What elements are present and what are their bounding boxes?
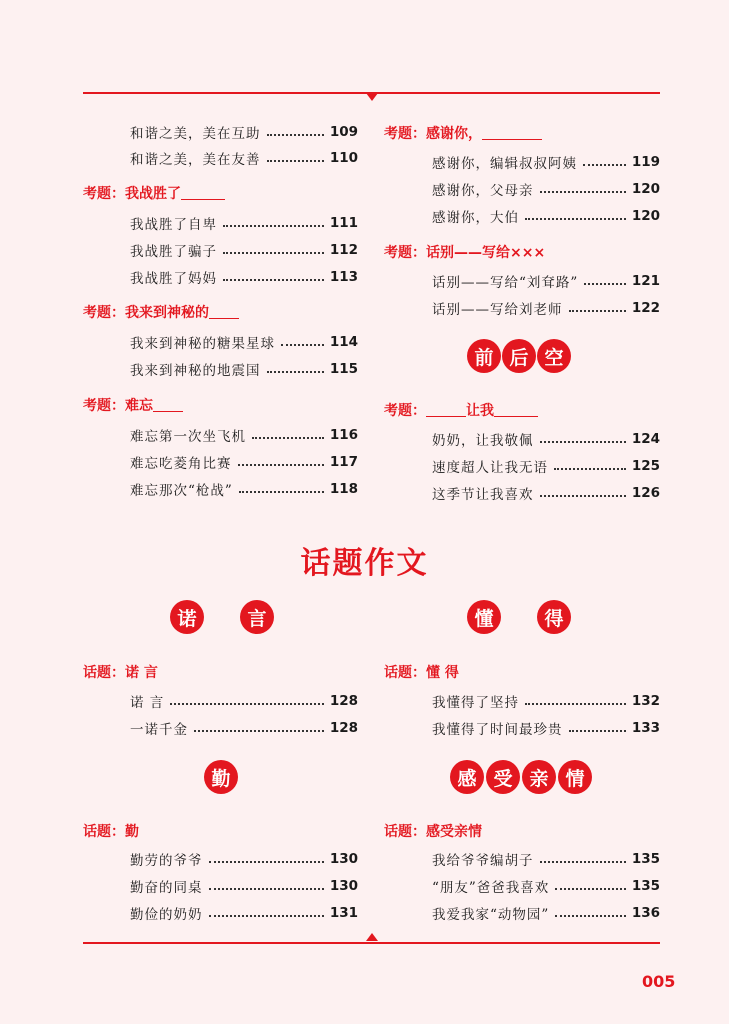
topic-heading: 话题：感受亲情: [384, 824, 482, 840]
toc-entry[interactable]: [432, 180, 660, 198]
section-label: 考题：话别——写给×××: [384, 245, 546, 261]
dot-leader: [194, 730, 324, 732]
entry-page: 130: [329, 878, 358, 894]
section-label: 考题：难忘: [83, 398, 153, 414]
blank-line: [426, 402, 466, 417]
toc-entry[interactable]: [432, 272, 660, 290]
dot-leader: [554, 468, 626, 470]
entry-title: 奶奶，让我敬佩: [432, 433, 534, 449]
section-heading: [83, 302, 239, 322]
section-heading: [384, 242, 545, 262]
section-middle: 让我: [466, 403, 494, 419]
dot-leader: [209, 888, 324, 890]
badge-circle: 得: [537, 600, 571, 634]
entry-page: 114: [329, 334, 358, 350]
blank-line: [209, 304, 239, 319]
blank-line: [494, 402, 538, 417]
toc-entry[interactable]: [432, 850, 660, 868]
badge-circle: 空: [537, 339, 571, 373]
entry-title: 感谢你，父母亲: [432, 183, 534, 199]
bottom-rule: [83, 942, 660, 944]
section-heading: [384, 123, 542, 143]
toc-entry[interactable]: [130, 480, 358, 498]
badge-circle: 亲: [522, 760, 556, 794]
toc-entry[interactable]: [432, 430, 660, 448]
entry-title: 和谐之美，美在友善: [130, 152, 261, 168]
badge-circle: 诺: [170, 600, 204, 634]
toc-entry[interactable]: [130, 719, 358, 737]
entry-page: 110: [329, 150, 358, 166]
badge-circle: 感: [450, 760, 484, 794]
top-rule-marker: [366, 93, 378, 101]
dot-leader: [555, 888, 626, 890]
entry-title: 我懂得了坚持: [432, 695, 519, 711]
dot-leader: [569, 310, 626, 312]
dot-leader: [555, 915, 626, 917]
dot-leader: [540, 861, 626, 863]
dot-leader: [583, 164, 626, 166]
entry-page: 117: [329, 454, 358, 470]
entry-page: 133: [631, 720, 660, 736]
topic-heading: 话题：勤: [83, 824, 139, 840]
entry-title: 我战胜了妈妈: [130, 271, 217, 287]
dot-leader: [540, 495, 626, 497]
entry-title: 我爱我家“动物园”: [432, 907, 550, 923]
entry-title: 勤俭的奶奶: [130, 907, 203, 923]
section-heading: [384, 400, 538, 420]
dot-leader: [525, 218, 626, 220]
entry-page: 111: [329, 215, 358, 231]
entry-title: 话别——写给“刘耷路”: [432, 275, 579, 291]
toc-entry[interactable]: [432, 207, 660, 225]
entry-page: 124: [631, 431, 660, 447]
toc-entry[interactable]: [130, 877, 358, 895]
main-title: 话题作文: [300, 546, 429, 581]
entry-page: 116: [329, 427, 358, 443]
entry-page: 125: [631, 458, 660, 474]
dot-leader: [525, 703, 626, 705]
badge-circle: 情: [558, 760, 592, 794]
toc-entry[interactable]: [432, 457, 660, 475]
section-heading: [83, 183, 225, 203]
entry-title: “朋友”爸爸我喜欢: [432, 880, 550, 896]
entry-page: 118: [329, 481, 358, 497]
section-label: 考题：我战胜了: [83, 186, 181, 202]
entry-page: 136: [631, 905, 660, 921]
entry-title: 难忘吃菱角比赛: [130, 456, 232, 472]
toc-entry[interactable]: [130, 214, 358, 232]
entry-title: 一诺千金: [130, 722, 188, 738]
blank-line: [181, 185, 225, 200]
dot-leader: [584, 283, 626, 285]
toc-entry[interactable]: [432, 692, 660, 710]
entry-title: 感谢你，编辑叔叔阿姨: [432, 156, 577, 172]
section-heading: [83, 395, 183, 415]
entry-page: 131: [329, 905, 358, 921]
entry-title: 和谐之美，美在互助: [130, 126, 261, 142]
entry-page: 119: [631, 154, 660, 170]
entry-title: 我战胜了自卑: [130, 217, 217, 233]
entry-page: 109: [329, 124, 358, 140]
toc-entry[interactable]: [130, 149, 358, 167]
blank-line: [153, 397, 183, 412]
entry-title: 难忘第一次坐飞机: [130, 429, 246, 445]
entry-title: 难忘那次“枪战”: [130, 483, 233, 499]
section-label: 考题：感谢你，: [384, 126, 482, 142]
toc-entry[interactable]: [130, 904, 358, 922]
page-number: 005: [642, 972, 676, 991]
entry-page: 120: [631, 181, 660, 197]
entry-page: 135: [631, 878, 660, 894]
entry-title: 速度超人让我无语: [432, 460, 548, 476]
entry-page: 113: [329, 269, 358, 285]
dot-leader: [540, 441, 626, 443]
dot-leader: [540, 191, 626, 193]
toc-entry[interactable]: [432, 153, 660, 171]
toc-entry[interactable]: [432, 719, 660, 737]
toc-entry[interactable]: [432, 877, 660, 895]
dot-leader: [239, 491, 324, 493]
dot-leader: [569, 730, 626, 732]
toc-entry[interactable]: [130, 333, 358, 351]
toc-entry[interactable]: [130, 360, 358, 378]
entry-title: 我给爷爷编胡子: [432, 853, 534, 869]
entry-page: 120: [631, 208, 660, 224]
dot-leader: [252, 437, 324, 439]
dot-leader: [267, 134, 324, 136]
toc-entry[interactable]: [130, 123, 358, 141]
badge-circle: 受: [486, 760, 520, 794]
toc-entry[interactable]: [130, 241, 358, 259]
section-label: 考题：我来到神秘的: [83, 305, 209, 321]
dot-leader: [267, 160, 324, 162]
entry-page: 126: [631, 485, 660, 501]
blank-line: [482, 125, 542, 140]
dot-leader: [209, 861, 324, 863]
entry-title: 勤劳的爷爷: [130, 853, 203, 869]
toc-entry[interactable]: [432, 904, 660, 922]
toc-entry[interactable]: [130, 453, 358, 471]
toc-entry[interactable]: [130, 426, 358, 444]
toc-entry[interactable]: [432, 299, 660, 317]
entry-title: 我懂得了时间最珍贵: [432, 722, 563, 738]
dot-leader: [170, 703, 324, 705]
badge-circle: 懂: [467, 600, 501, 634]
entry-title: 这季节让我喜欢: [432, 487, 534, 503]
bottom-rule-marker: [366, 933, 378, 941]
badge-circle: 言: [240, 600, 274, 634]
dot-leader: [238, 464, 324, 466]
badge-circle: 后: [502, 339, 536, 373]
entry-title: 勤奋的同桌: [130, 880, 203, 896]
entry-page: 128: [329, 720, 358, 736]
toc-entry[interactable]: [130, 692, 358, 710]
dot-leader: [267, 371, 324, 373]
entry-page: 122: [631, 300, 660, 316]
dot-leader: [223, 279, 324, 281]
entry-page: 121: [631, 273, 660, 289]
topic-heading: 话题：诺 言: [83, 665, 158, 681]
entry-title: 话别——写给刘老师: [432, 302, 563, 318]
entry-title: 我来到神秘的地震国: [130, 363, 261, 379]
toc-entry[interactable]: [130, 850, 358, 868]
entry-title: 我战胜了骗子: [130, 244, 217, 260]
entry-page: 128: [329, 693, 358, 709]
topic-heading: 话题：懂 得: [384, 665, 459, 681]
dot-leader: [223, 252, 324, 254]
toc-entry[interactable]: [432, 484, 660, 502]
dot-leader: [281, 344, 324, 346]
entry-title: 我来到神秘的糖果星球: [130, 336, 275, 352]
entry-page: 132: [631, 693, 660, 709]
badge-circle: 前: [467, 339, 501, 373]
dot-leader: [223, 225, 324, 227]
section-prefix: 考题：: [384, 403, 426, 419]
entry-page: 115: [329, 361, 358, 377]
entry-title: 感谢你，大伯: [432, 210, 519, 226]
dot-leader: [209, 915, 324, 917]
toc-entry[interactable]: [130, 268, 358, 286]
entry-page: 135: [631, 851, 660, 867]
entry-title: 诺 言: [130, 695, 165, 711]
badge-circle: 勤: [204, 760, 238, 794]
entry-page: 112: [329, 242, 358, 258]
entry-page: 130: [329, 851, 358, 867]
